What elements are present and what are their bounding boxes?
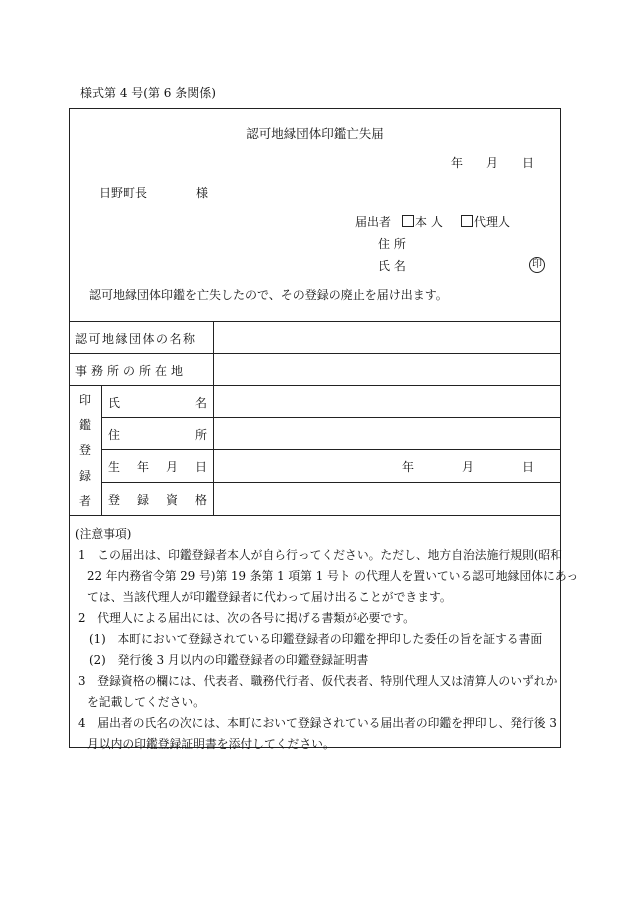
date-day-label: 日 (522, 156, 535, 170)
table-line (69, 385, 561, 386)
registrant-char: 者 (78, 494, 91, 508)
birth-month-label: 月 (462, 460, 475, 474)
applicant-name-label: 氏 名 (378, 259, 406, 273)
note-line: 22 年内務省令第 29 号)第 19 条第 1 項第 1 号ト の代理人を置いている認可地縁団体にあっ (87, 569, 579, 583)
table-line (101, 385, 102, 515)
table-line (101, 482, 561, 483)
registrant-qualification-label: 登 録 資 格 (108, 493, 207, 507)
registrant-char: 登 (78, 443, 91, 457)
registrant-name-label: 氏 名 (108, 396, 207, 410)
note-line: (2) 発行後 3 月以内の印鑑登録者の印鑑登録証明書 (89, 653, 369, 667)
note-line: 3 登録資格の欄には、代表者、職務代行者、仮代表者、特別代理人又は清算人のいずれか (78, 674, 558, 688)
birth-day-label: 日 (522, 460, 535, 474)
notes-heading: (注意事項) (75, 527, 132, 541)
checkbox-self[interactable] (402, 215, 414, 227)
note-line: 4 届出者の氏名の次には、本町において登録されている届出者の印鑑を押印し、発行後 3 (78, 716, 557, 730)
table-line (69, 321, 561, 322)
form-number-label: 様式第 4 号(第 6 条関係) (80, 86, 216, 100)
note-line: 1 この届出は、印鑑登録者本人が自ら行ってください。ただし、地方自治法施行規則(昭和 (78, 548, 562, 562)
applicant-address-label: 住 所 (378, 237, 406, 251)
option-self-label: 本 人 (415, 215, 443, 229)
birth-year-label: 年 (402, 460, 415, 474)
checkbox-agent[interactable] (461, 215, 473, 227)
statement-text: 認可地縁団体印鑑を亡失したので、その登録の廃止を届け出ます。 (89, 288, 448, 302)
group-name-label: 認可地縁団体の名称 (75, 332, 197, 346)
notes-section (75, 524, 579, 755)
note-line: ては、当該代理人が印鑑登録者に代わって届け出ることができます。 (87, 590, 452, 604)
note-line: 月以内の印鑑登録証明書を添付してください。 (87, 737, 335, 751)
table-line (69, 515, 561, 516)
note-line: 2 代理人による届出には、次の各号に掲げる書類が必要です。 (78, 611, 415, 625)
registrant-char: 鑑 (78, 418, 91, 432)
addressee-name: 日野町長 (99, 186, 148, 200)
registrant-address-label: 住 所 (108, 428, 207, 442)
seal-mark: 印 (529, 257, 545, 273)
office-location-label: 事務所の所在地 (75, 364, 188, 378)
table-line (69, 353, 561, 354)
option-self[interactable] (402, 213, 443, 230)
addressee-honorific: 様 (196, 186, 209, 200)
registrant-birthdate-label: 生 年 月 日 (108, 460, 207, 474)
table-line (213, 321, 214, 515)
note-line: を記載してください。 (87, 695, 205, 709)
date-year-label: 年 (451, 156, 464, 170)
form-title: 認可地縁団体印鑑亡失届 (246, 126, 384, 141)
option-agent-label: 代理人 (474, 215, 511, 229)
table-line (101, 449, 561, 450)
registrant-char: 録 (78, 469, 91, 483)
registrant-char: 印 (78, 393, 91, 407)
option-agent[interactable] (461, 213, 510, 230)
date-month-label: 月 (486, 156, 499, 170)
applicant-label: 届出者 (355, 215, 392, 229)
note-line: (1) 本町において登録されている印鑑登録者の印鑑を押印した委任の旨を証する書面 (89, 632, 543, 646)
table-line (101, 417, 561, 418)
